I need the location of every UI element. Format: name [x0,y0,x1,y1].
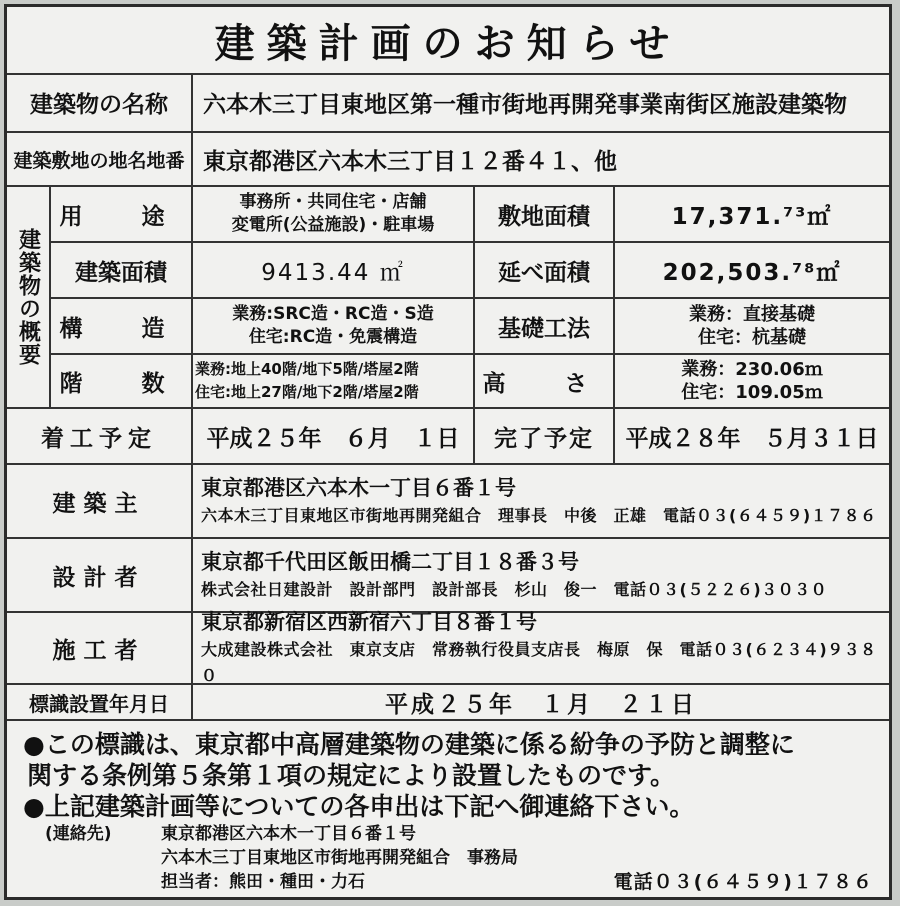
structure-value [193,299,475,355]
designer-label: 設計者 [7,539,193,613]
site-value: 東京都港区六本木三丁目１２番４１、他 [193,133,889,187]
board-title: 建築計画のお知らせ [7,7,889,75]
height-line-2: 住宅：109.05ｍ [681,382,823,403]
floor-area-value: 202,503.⁷⁸㎡ [615,243,889,299]
builder-detail: 大成建設株式会社 東京支店 常務執行役員支店長 梅原 保 電話０３(６２３４)９３８０ [201,640,877,685]
height-label: 高 さ [475,355,615,409]
owner-value [193,465,889,539]
name-label: 建築物の名称 [7,73,193,133]
contact-key: (連絡先) [45,824,112,844]
owner-detail: 六本木三丁目東地区市街地再開発組合 理事長 中後 正雄 電話０３(６４５９)１７８６ [201,506,877,525]
foundation-value [615,299,889,355]
site-area-label: 敷地面積 [475,187,615,243]
note-1-line-1: ●この標識は、東京都中高層建築物の建築に係る紛争の予防と調整に [23,730,795,759]
building-area-value: 9413.44 ㎡ [193,243,475,299]
foundation-line-1: 業務：直接基礎 [689,304,815,325]
floors-label: 階 数 [51,355,193,409]
finish-label: 完了予定 [475,409,615,465]
use-line-2: 変電所(公益施設)・駐車場 [231,215,435,235]
use-label: 用 途 [51,187,193,243]
use-value [193,187,475,243]
notes-section [7,721,889,897]
owner-address: 東京都港区六本木一丁目６番１号 [201,476,516,500]
note-2: ●上記建築計画等についての各申出は下記へ御連絡下さい。 [23,792,695,821]
name-value: 六本木三丁目東地区第一種市街地再開発事業南街区施設建築物 [193,73,889,133]
designer-detail: 株式会社日建設計 設計部門 設計部長 杉山 俊一 電話０３(５２２６)３０３０ [201,580,828,599]
foundation-label: 基礎工法 [475,299,615,355]
floors-value [193,355,475,409]
designer-address: 東京都千代田区飯田橋二丁目１８番３号 [201,550,579,574]
contact-block [23,822,873,894]
contact-line-1: 東京都港区六本木一丁目６番１号 [161,824,416,844]
overview-label [7,187,51,409]
use-line-1: 事務所・共同住宅・店舗 [239,192,427,212]
builder-value [193,610,889,685]
building-area-label: 建築面積 [51,243,193,299]
structure-line-1: 業務:SRC造・RC造・S造 [232,304,434,324]
start-label: 着工予定 [7,409,193,465]
builder-address: 東京都新宿区西新宿六丁目８番１号 [201,610,537,634]
site-label: 建築敷地の地名地番 [7,133,193,187]
floors-line-2: 住宅:地上27階/地下2階/塔屋2階 [195,383,419,401]
finish-value: 平成２８年 ５月３１日 [615,409,889,465]
designer-value [193,539,889,613]
height-value [615,355,889,409]
notice-board [4,4,892,900]
builder-label: 施工者 [7,613,193,685]
structure-line-2: 住宅:RC造・免震構造 [248,327,418,347]
floor-area-label: 延べ面積 [475,243,615,299]
height-line-1: 業務：230.06ｍ [681,359,823,380]
posted-label: 標識設置年月日 [7,685,193,721]
overview-label-text: 建築物の概要 [15,228,41,366]
floors-line-1: 業務:地上40階/地下5階/塔屋2階 [195,360,419,378]
posted-value: 平成２５年 １月 ２１日 [193,685,889,721]
foundation-line-2: 住宅：杭基礎 [698,327,806,348]
note-1-line-2: 関する条例第５条第１項の規定により設置したものです。 [27,761,676,790]
contact-line-3: 担当者：熊田・種田・力石 [161,872,365,892]
start-value: 平成２５年 ６月 １日 [193,409,475,465]
contact-phone: 電話０３(６４５９)１７８６ [613,871,873,893]
structure-label: 構 造 [51,299,193,355]
contact-line-2: 六本木三丁目東地区市街地再開発組合 事務局 [161,848,518,868]
site-area-value: 17,371.⁷³㎡ [615,187,889,243]
owner-label: 建築主 [7,465,193,539]
